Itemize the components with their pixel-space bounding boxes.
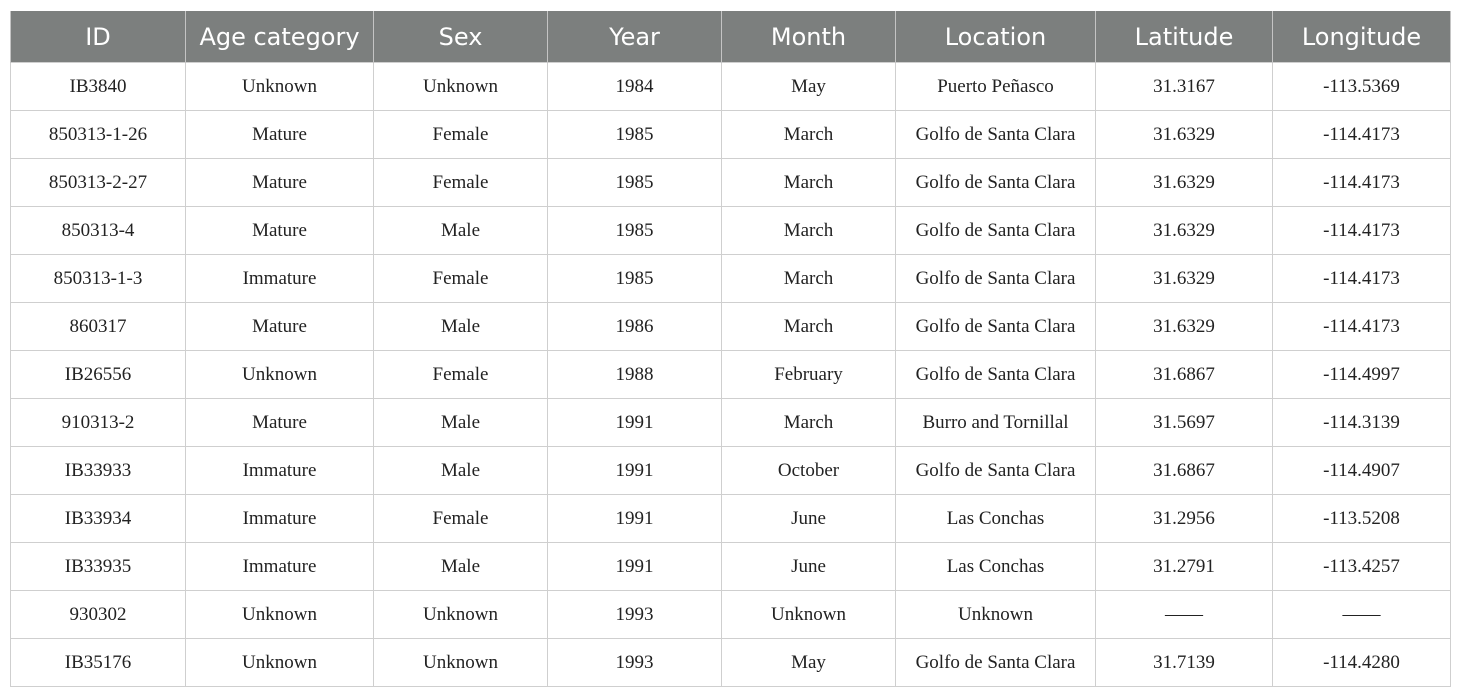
cell-year: 1991 <box>548 447 722 495</box>
cell-latitude: 31.3167 <box>1096 63 1273 111</box>
cell-id: 850313-4 <box>11 207 186 255</box>
cell-id: 910313-2 <box>11 399 186 447</box>
cell-year: 1986 <box>548 303 722 351</box>
cell-sex: Female <box>374 351 548 399</box>
table-row <box>11 495 1451 543</box>
cell-month: March <box>722 303 896 351</box>
cell-location: Golfo de Santa Clara <box>896 303 1096 351</box>
cell-age-category: Immature <box>186 495 374 543</box>
table-row <box>11 111 1451 159</box>
cell-location: Burro and Tornillal <box>896 399 1096 447</box>
cell-id: 860317 <box>11 303 186 351</box>
table-row <box>11 63 1451 111</box>
cell-location: Golfo de Santa Clara <box>896 447 1096 495</box>
table-row <box>11 351 1451 399</box>
cell-latitude: 31.2791 <box>1096 543 1273 591</box>
cell-month: May <box>722 639 896 687</box>
cell-age-category: Immature <box>186 543 374 591</box>
cell-age-category: Unknown <box>186 351 374 399</box>
cell-month: March <box>722 399 896 447</box>
cell-longitude: -113.5208 <box>1273 495 1451 543</box>
cell-id: 850313-1-3 <box>11 255 186 303</box>
cell-year: 1993 <box>548 591 722 639</box>
cell-id: IB3840 <box>11 63 186 111</box>
cell-id: IB33933 <box>11 447 186 495</box>
cell-id: 930302 <box>11 591 186 639</box>
cell-age-category: Immature <box>186 255 374 303</box>
cell-location: Unknown <box>896 591 1096 639</box>
cell-location: Puerto Peñasco <box>896 63 1096 111</box>
cell-sex: Female <box>374 255 548 303</box>
cell-month: May <box>722 63 896 111</box>
cell-longitude: -114.4997 <box>1273 351 1451 399</box>
cell-year: 1985 <box>548 255 722 303</box>
cell-id: IB35176 <box>11 639 186 687</box>
cell-sex: Male <box>374 447 548 495</box>
cell-year: 1991 <box>548 543 722 591</box>
table-row <box>11 255 1451 303</box>
cell-id: IB33934 <box>11 495 186 543</box>
cell-age-category: Mature <box>186 399 374 447</box>
table-row <box>11 639 1451 687</box>
cell-id: 850313-2-27 <box>11 159 186 207</box>
cell-latitude: 31.6329 <box>1096 303 1273 351</box>
cell-longitude: -114.4907 <box>1273 447 1451 495</box>
cell-id: 850313-1-26 <box>11 111 186 159</box>
cell-location: Golfo de Santa Clara <box>896 351 1096 399</box>
column-header-month: Month <box>722 11 896 63</box>
cell-sex: Female <box>374 495 548 543</box>
cell-location: Golfo de Santa Clara <box>896 207 1096 255</box>
cell-location: Golfo de Santa Clara <box>896 159 1096 207</box>
header-row <box>11 11 1451 63</box>
column-header-longitude: Longitude <box>1273 11 1451 63</box>
cell-year: 1993 <box>548 639 722 687</box>
cell-year: 1985 <box>548 111 722 159</box>
cell-month: Unknown <box>722 591 896 639</box>
cell-year: 1991 <box>548 495 722 543</box>
column-header-location: Location <box>896 11 1096 63</box>
cell-year: 1991 <box>548 399 722 447</box>
cell-month: June <box>722 543 896 591</box>
column-header-sex: Sex <box>374 11 548 63</box>
cell-longitude: -114.4280 <box>1273 639 1451 687</box>
cell-age-category: Mature <box>186 303 374 351</box>
cell-age-category: Mature <box>186 207 374 255</box>
cell-longitude: -114.4173 <box>1273 255 1451 303</box>
cell-id: IB33935 <box>11 543 186 591</box>
cell-longitude: -113.5369 <box>1273 63 1451 111</box>
cell-month: March <box>722 111 896 159</box>
cell-age-category: Mature <box>186 159 374 207</box>
cell-longitude: -114.4173 <box>1273 111 1451 159</box>
cell-month: March <box>722 159 896 207</box>
table-row <box>11 447 1451 495</box>
cell-location: Golfo de Santa Clara <box>896 639 1096 687</box>
cell-year: 1985 <box>548 207 722 255</box>
cell-month: March <box>722 207 896 255</box>
cell-latitude: 31.2956 <box>1096 495 1273 543</box>
cell-year: 1985 <box>548 159 722 207</box>
cell-location: Golfo de Santa Clara <box>896 111 1096 159</box>
cell-longitude: -114.4173 <box>1273 207 1451 255</box>
cell-month: March <box>722 255 896 303</box>
cell-longitude: -113.4257 <box>1273 543 1451 591</box>
cell-latitude: 31.6867 <box>1096 351 1273 399</box>
specimen-table <box>10 11 1451 687</box>
cell-latitude: 31.6867 <box>1096 447 1273 495</box>
cell-longitude: -114.4173 <box>1273 303 1451 351</box>
specimen-table-container <box>10 11 1450 687</box>
cell-sex: Male <box>374 543 548 591</box>
cell-latitude: 31.7139 <box>1096 639 1273 687</box>
cell-latitude: 31.6329 <box>1096 207 1273 255</box>
cell-latitude: 31.6329 <box>1096 111 1273 159</box>
cell-sex: Male <box>374 303 548 351</box>
table-body <box>11 63 1451 687</box>
cell-age-category: Immature <box>186 447 374 495</box>
cell-latitude: 31.6329 <box>1096 159 1273 207</box>
cell-latitude: 31.5697 <box>1096 399 1273 447</box>
cell-longitude: —— <box>1273 591 1451 639</box>
cell-year: 1988 <box>548 351 722 399</box>
column-header-year: Year <box>548 11 722 63</box>
cell-age-category: Unknown <box>186 639 374 687</box>
table-row <box>11 303 1451 351</box>
cell-id: IB26556 <box>11 351 186 399</box>
cell-age-category: Mature <box>186 111 374 159</box>
table-row <box>11 543 1451 591</box>
cell-location: Golfo de Santa Clara <box>896 255 1096 303</box>
cell-age-category: Unknown <box>186 63 374 111</box>
cell-longitude: -114.4173 <box>1273 159 1451 207</box>
cell-sex: Female <box>374 159 548 207</box>
table-row <box>11 399 1451 447</box>
cell-month: October <box>722 447 896 495</box>
cell-sex: Male <box>374 399 548 447</box>
cell-latitude: 31.6329 <box>1096 255 1273 303</box>
cell-month: February <box>722 351 896 399</box>
cell-sex: Male <box>374 207 548 255</box>
cell-location: Las Conchas <box>896 543 1096 591</box>
cell-year: 1984 <box>548 63 722 111</box>
column-header-latitude: Latitude <box>1096 11 1273 63</box>
table-row <box>11 207 1451 255</box>
cell-latitude: —— <box>1096 591 1273 639</box>
cell-sex: Female <box>374 111 548 159</box>
cell-longitude: -114.3139 <box>1273 399 1451 447</box>
column-header-age-category: Age category <box>186 11 374 63</box>
cell-sex: Unknown <box>374 639 548 687</box>
table-row <box>11 159 1451 207</box>
table-row <box>11 591 1451 639</box>
cell-sex: Unknown <box>374 63 548 111</box>
cell-month: June <box>722 495 896 543</box>
cell-location: Las Conchas <box>896 495 1096 543</box>
cell-sex: Unknown <box>374 591 548 639</box>
cell-age-category: Unknown <box>186 591 374 639</box>
column-header-id: ID <box>11 11 186 63</box>
